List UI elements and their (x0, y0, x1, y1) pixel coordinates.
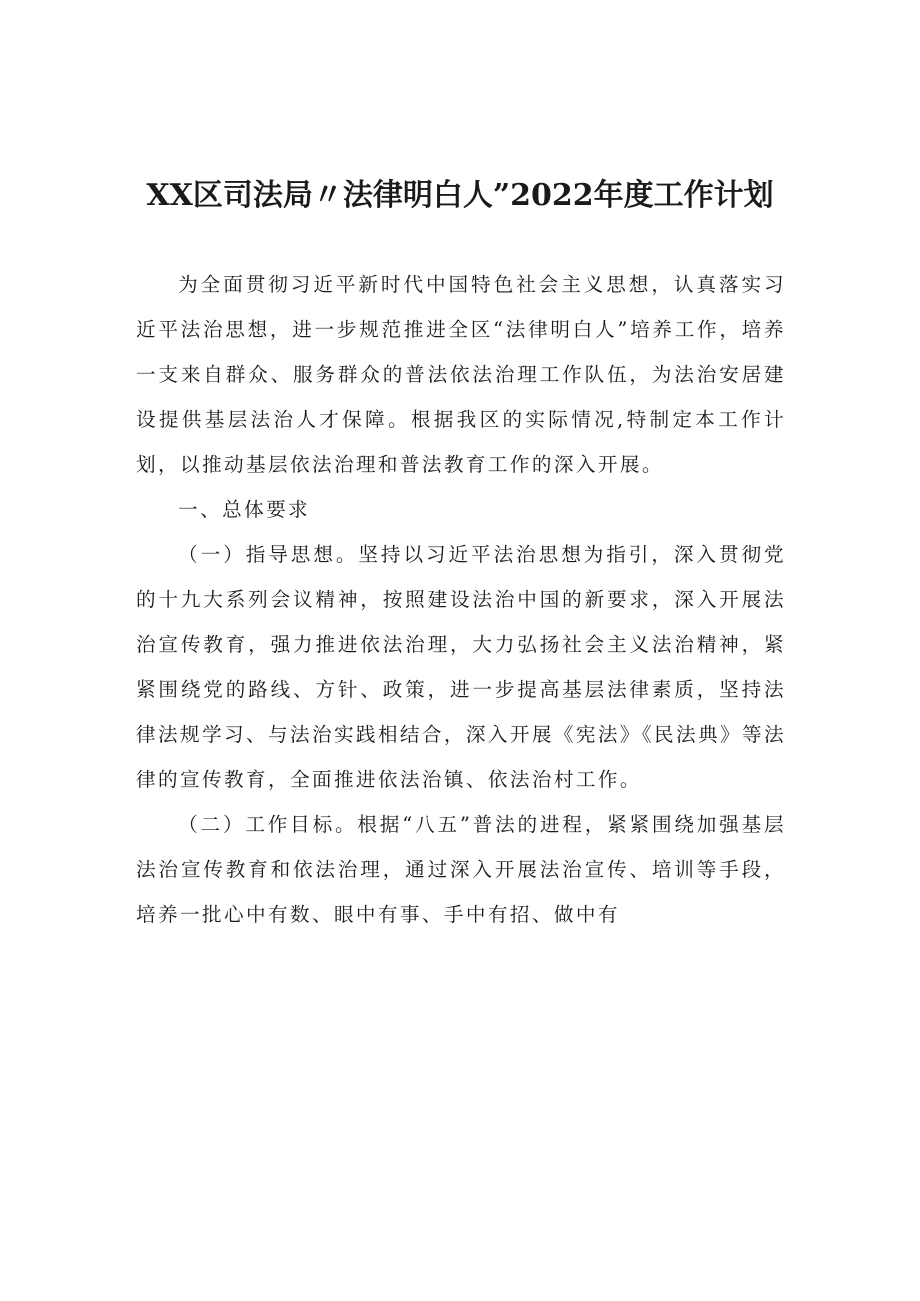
paragraph-work-goals: （二）工作目标。根据“八五”普法的进程，紧紧围绕加强基层法治宣传教育和依法治理，通过深入开展法治宣传、培训等手段，培养一批心中有数、眼中有事、手中有招、做中有 (136, 813, 786, 926)
paragraph-guiding-thought: （一）指导思想。坚持以习近平法治思想为指引，深入贯彻党的十九大系列会议精神，按照建设法治中国的新要求，深入开展法治宣传教育，强力推进依法治理，大力弘扬社会主义法治精神，紧紧围绕党的路线、方针、政策，进一步提高基层法律素质，坚持法律法规学习、与法治实践相结合，深入开展《宪法》《民法典》等法律的宣传教育，全面推进依法治镇、依法治村工作。 (136, 543, 787, 791)
section-heading-general-requirements: 一、总体要求 (178, 498, 311, 521)
paragraph-intro: 为全面贯彻习近平新时代中国特色社会主义思想，认真落实习近平法治思想，进一步规范推进全区“法律明白人”培养工作，培养一支来自群众、服务群众的普法依法治理工作队伍，为法治安居建设提供基层法治人才保障。根据我区的实际情况,特制定本工作计划，以推动基层依法治理和普法教育工作的深入开展。 (136, 273, 786, 476)
document-body (136, 262, 786, 937)
document-title: XX区司法局〃法律明白人”2022年度工作计划 (146, 178, 774, 213)
